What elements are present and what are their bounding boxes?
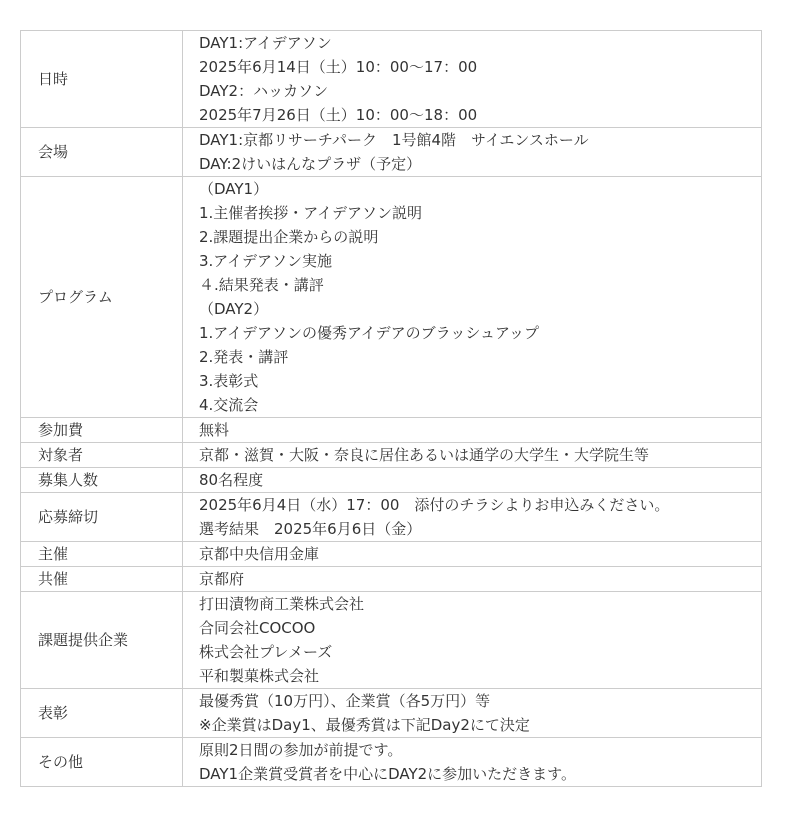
row-label: その他 xyxy=(21,738,183,787)
event-info-rows xyxy=(21,31,762,787)
value-line: 80名程度 xyxy=(199,471,264,489)
table-row xyxy=(21,493,762,542)
row-label: 対象者 xyxy=(21,443,183,468)
row-value xyxy=(183,689,762,738)
row-value xyxy=(183,443,762,468)
value-line: 2025年6月14日（土）10：00～17：00 xyxy=(199,58,478,76)
row-label: 表彰 xyxy=(21,689,183,738)
row-label: 共催 xyxy=(21,567,183,592)
table-row xyxy=(21,418,762,443)
value-line: 1.主催者挨拶・アイデアソン説明 xyxy=(199,204,422,222)
table-row xyxy=(21,177,762,418)
value-line: （DAY2） xyxy=(199,300,269,318)
row-value xyxy=(183,592,762,689)
value-line: 打田漬物商工業株式会社 xyxy=(199,595,365,613)
value-line: DAY1:アイデアソン xyxy=(199,34,332,52)
table-row xyxy=(21,689,762,738)
value-line: 3.アイデアソン実施 xyxy=(199,252,332,270)
table-row xyxy=(21,443,762,468)
value-line: 2.発表・講評 xyxy=(199,348,289,366)
event-info-table xyxy=(20,30,762,787)
row-label: プログラム xyxy=(21,177,183,418)
value-line: 原則2日間の参加が前提です。 xyxy=(199,741,403,759)
value-line: 2025年6月4日（水）17：00 添付のチラシよりお申込みください。 xyxy=(199,496,670,514)
value-line: 平和製菓株式会社 xyxy=(199,667,320,685)
value-line: 3.表彰式 xyxy=(199,372,259,390)
table-row xyxy=(21,128,762,177)
value-line: 京都中央信用金庫 xyxy=(199,545,320,563)
value-line: ※企業賞はDay1、最優秀賞は下記Day2にて決定 xyxy=(199,716,530,734)
row-label: 課題提供企業 xyxy=(21,592,183,689)
table-row xyxy=(21,738,762,787)
value-line: DAY2：ハッカソン xyxy=(199,82,329,100)
table-row xyxy=(21,592,762,689)
row-label: 参加費 xyxy=(21,418,183,443)
value-line: 無料 xyxy=(199,421,230,439)
table-row xyxy=(21,31,762,128)
value-line: 2025年7月26日（土）10：00～18：00 xyxy=(199,106,478,124)
table-row xyxy=(21,542,762,567)
row-label: 募集人数 xyxy=(21,468,183,493)
row-value xyxy=(183,542,762,567)
row-value xyxy=(183,468,762,493)
row-value xyxy=(183,567,762,592)
table-row xyxy=(21,468,762,493)
value-line: 最優秀賞（10万円）、企業賞（各5万円）等 xyxy=(199,692,491,710)
value-line: 2.課題提出企業からの説明 xyxy=(199,228,379,246)
value-line: 京都・滋賀・大阪・奈良に居住あるいは通学の大学生・大学院生等 xyxy=(199,446,650,464)
row-value xyxy=(183,738,762,787)
row-value xyxy=(183,493,762,542)
row-value xyxy=(183,177,762,418)
table-row xyxy=(21,567,762,592)
row-label: 日時 xyxy=(21,31,183,128)
value-line: 株式会社プレメーズ xyxy=(199,643,333,661)
value-line: 4.交流会 xyxy=(199,396,259,414)
value-line: （DAY1） xyxy=(199,180,269,198)
row-label: 応募締切 xyxy=(21,493,183,542)
row-label: 主催 xyxy=(21,542,183,567)
value-line: DAY:2けいはんなプラザ（予定） xyxy=(199,155,422,173)
value-line: DAY1企業賞受賞者を中心にDAY2に参加いただきます。 xyxy=(199,765,576,783)
value-line: 京都府 xyxy=(199,570,245,588)
value-line: ４.結果発表・講評 xyxy=(199,276,324,294)
value-line: 1.アイデアソンの優秀アイデアのブラッシュアップ xyxy=(199,324,539,342)
value-line: 合同会社COCOO xyxy=(199,619,316,637)
value-line: 選考結果 2025年6月6日（金） xyxy=(199,520,422,538)
row-label: 会場 xyxy=(21,128,183,177)
value-line: DAY1:京都リサーチパーク 1号館4階 サイエンスホール xyxy=(199,131,589,149)
row-value xyxy=(183,31,762,128)
row-value xyxy=(183,418,762,443)
row-value xyxy=(183,128,762,177)
